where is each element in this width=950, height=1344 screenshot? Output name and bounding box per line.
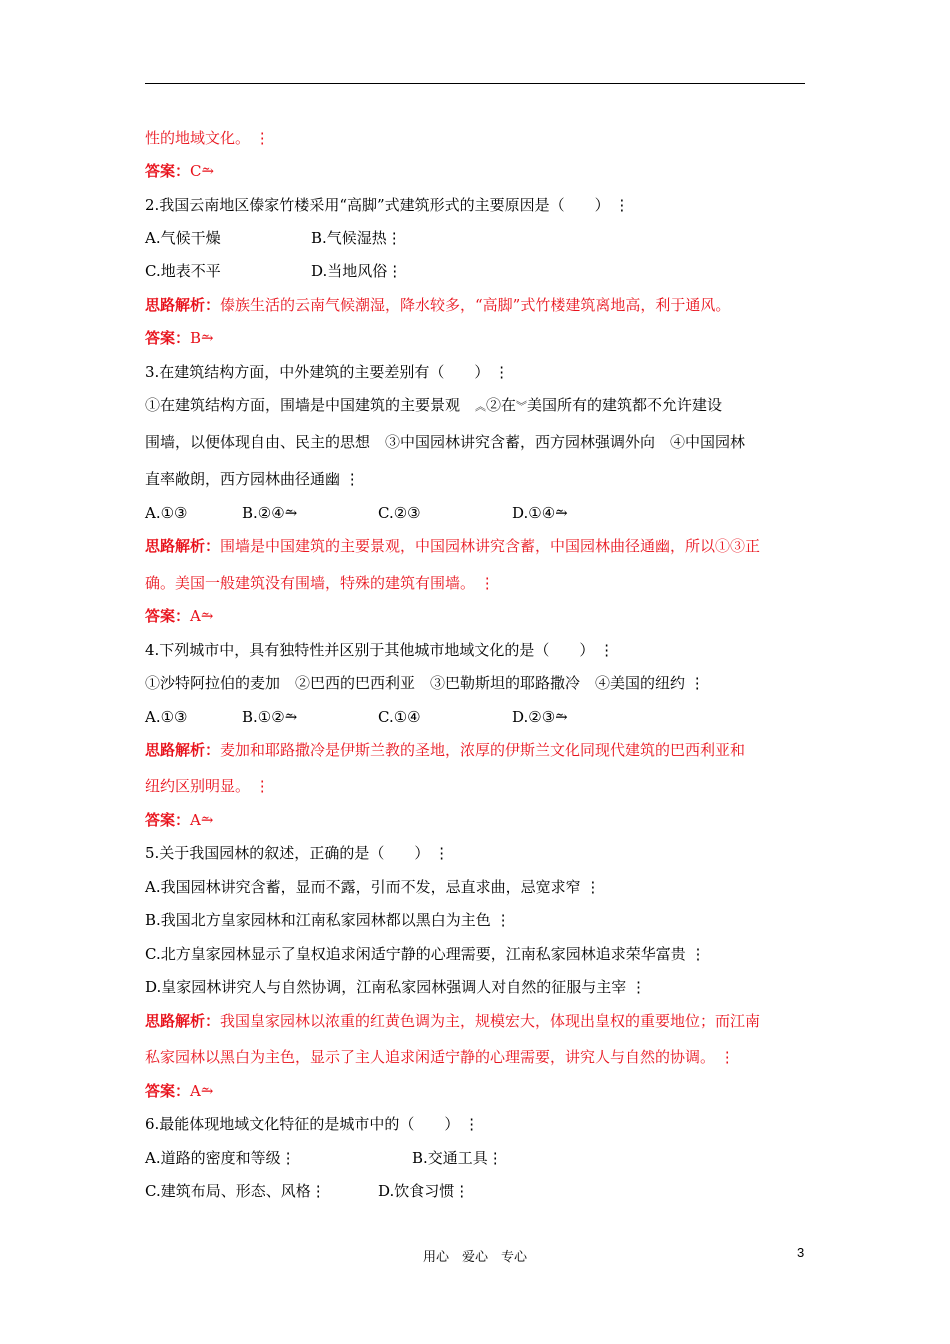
options-row <box>145 1148 503 1168</box>
option-b: B.①②⥲ <box>242 708 298 726</box>
mark-icon: ⥲ <box>200 607 214 625</box>
options-row <box>145 503 568 523</box>
mark-icon: ⥲ <box>201 162 215 180</box>
analysis-4: 思路解析：麦加和耶路撒冷是伊斯兰教的圣地，浓厚的伊斯兰文化同现代建筑的巴西利亚和 <box>145 741 746 759</box>
chevron-down-icon: ︾ <box>516 400 528 413</box>
question-text: ①沙特阿拉伯的麦加 ②巴西的巴西利亚 ③巴勒斯坦的耶路撒冷 ④美国的纽约 ⋮ <box>145 674 705 692</box>
page-number: 3 <box>797 1245 805 1260</box>
option-c: C.①④ <box>378 708 421 726</box>
options-row <box>145 261 402 281</box>
question-6: 6.最能体现地域文化特征的是城市中的（ ） ⋮ <box>145 1115 480 1133</box>
question-2: 2.我国云南地区傣家竹楼采用“高脚”式建筑形式的主要原因是（ ） ⋮ <box>145 196 630 214</box>
option-a: A.气候干燥 <box>145 229 221 247</box>
analysis-2: 思路解析：傣族生活的云南气候潮湿，降水较多，“高脚”式竹楼建筑离地高，利于通风。 <box>145 296 731 314</box>
option-d: D.当地风俗⋮ <box>311 262 403 280</box>
analysis-4-cont: 纽约区别明显。 ⋮ <box>145 777 270 795</box>
analysis-5-cont: 私家园林以黑白为主色，显示了主人追求闲适宁静的心理需要，讲究人与自然的协调。 ⋮ <box>145 1048 735 1066</box>
option-b: B.气候湿热⋮ <box>311 229 402 247</box>
answer-line: 答案：B⥲ <box>145 329 214 347</box>
options-row <box>145 707 568 727</box>
option-d: D.皇家园林讲究人与自然协调，江南私家园林强调人对自然的征服与主宰 ⋮ <box>145 978 647 996</box>
option-b: B.交通工具⋮ <box>412 1149 503 1167</box>
answer-line: 答案：A⥲ <box>145 607 214 625</box>
option-a: A.道路的密度和等级⋮ <box>145 1149 296 1167</box>
mark-icon: ⥲ <box>200 1082 214 1100</box>
question-text: 直率敞朗，西方园林曲径通幽 ⋮ <box>145 470 360 488</box>
option-a: A.①③ <box>145 504 188 522</box>
options-row <box>145 228 402 248</box>
answer-line: 答案：A⥲ <box>145 1082 214 1100</box>
chevron-up-icon: ︽ <box>475 400 487 413</box>
option-a: A.我国园林讲究含蓄，显而不露，引而不发，忌直求曲，忌宽求窄 ⋮ <box>145 878 601 896</box>
question-5: 5.关于我国园林的叙述，正确的是（ ） ⋮ <box>145 844 450 862</box>
page-footer: 用心 爱心 专心 <box>422 1250 527 1265</box>
header-rule <box>145 83 805 84</box>
options-row <box>145 1181 469 1201</box>
option-d: D.饮食习惯⋮ <box>378 1182 470 1200</box>
option-b: B.我国北方皇家园林和江南私家园林都以黑白为主色 ⋮ <box>145 911 511 929</box>
question-text: ①在建筑结构方面，围墙是中国建筑的主要景观 ︽②在︾美国所有的建筑都不允许建设 <box>145 396 723 414</box>
option-c: C.建筑布局、形态、风格⋮ <box>145 1182 326 1200</box>
text-line: 性的地域文化。 ⋮ <box>145 129 270 147</box>
analysis-3-cont: 确。美国一般建筑没有围墙，特殊的建筑有围墙。 ⋮ <box>145 574 495 592</box>
option-a: A.①③ <box>145 708 188 726</box>
option-b: B.②④⥲ <box>242 504 298 522</box>
answer-line: 答案：A⥲ <box>145 811 214 829</box>
question-3: 3.在建筑结构方面，中外建筑的主要差别有（ ） ⋮ <box>145 363 510 381</box>
question-text: 围墙，以便体现自由、民主的思想 ③中国园林讲究含蓄，西方园林强调外向 ④中国园林 <box>145 433 746 451</box>
option-c: C.地表不平 <box>145 262 221 280</box>
option-d: D.①④⥲ <box>512 504 568 522</box>
mark-icon: ⥲ <box>201 329 214 347</box>
analysis-3: 思路解析：围墙是中国建筑的主要景观，中国园林讲究含蓄，中国园林曲径通幽，所以①③正 <box>145 537 761 555</box>
option-c: C.北方皇家园林显示了皇权追求闲适宁静的心理需要，江南私家园林追求荣华富贵 ⋮ <box>145 945 706 963</box>
option-c: C.②③ <box>378 504 421 522</box>
option-d: D.②③⥲ <box>512 708 568 726</box>
answer-line: 答案：C⥲ <box>145 162 215 180</box>
question-4: 4.下列城市中，具有独特性并区别于其他城市地域文化的是（ ） ⋮ <box>145 641 615 659</box>
analysis-5: 思路解析：我国皇家园林以浓重的红黄色调为主，规模宏大，体现出皇权的重要地位；而江南 <box>145 1012 761 1030</box>
mark-icon: ⥲ <box>200 811 214 829</box>
